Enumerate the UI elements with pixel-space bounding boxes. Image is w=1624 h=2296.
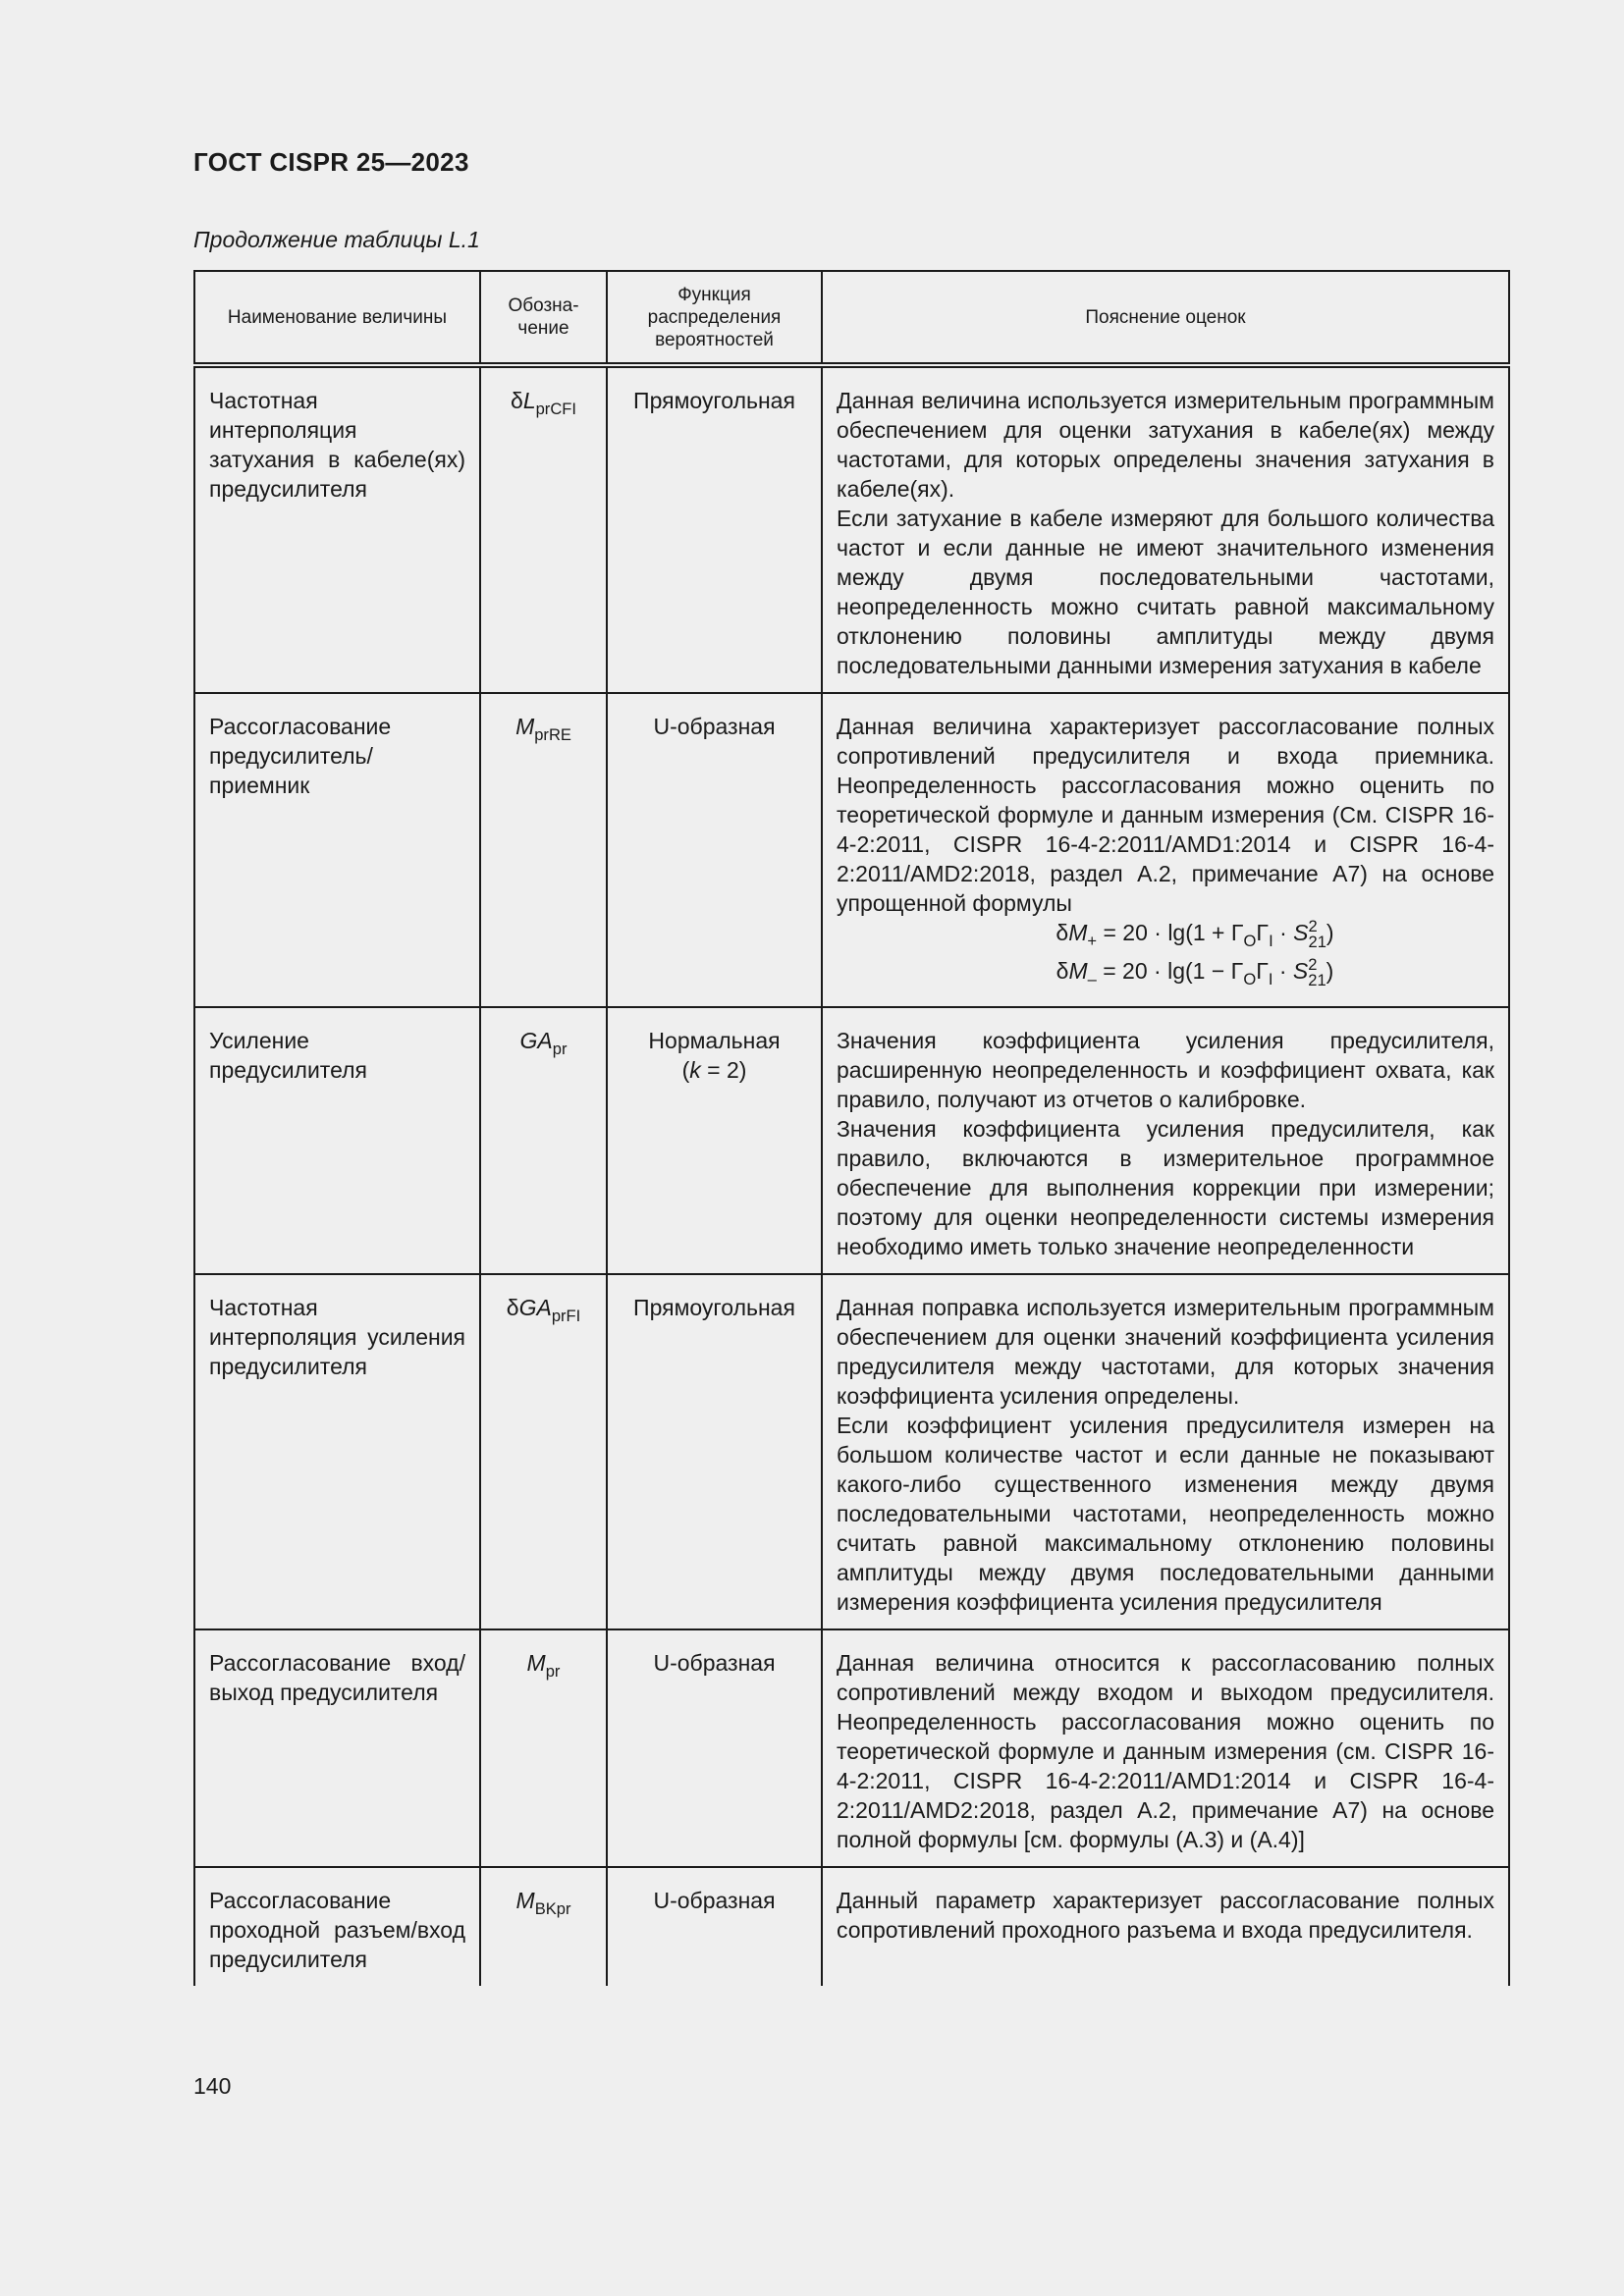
distribution-function: U-образная	[607, 1629, 822, 1867]
formula-part: Γ	[1256, 920, 1270, 945]
explanation	[822, 365, 1509, 693]
distribution-note-part: = 2)	[700, 1056, 747, 1083]
formula-part: 2	[1308, 917, 1318, 936]
formula-part: M	[1068, 920, 1088, 945]
header-explanation: Пояснение оценок	[822, 271, 1509, 365]
symbol-main: M	[526, 1649, 546, 1676]
page-number: 140	[193, 2073, 232, 2099]
explanation	[822, 1274, 1509, 1629]
formula-part: 21	[1308, 970, 1326, 989]
symbol-subscript: prCFI	[535, 399, 576, 418]
formula-part: O	[1243, 969, 1257, 988]
formula-part: ·	[1272, 920, 1294, 945]
formula-part: = 20 · lg(1 − Γ	[1096, 957, 1244, 984]
explanation-paragraph: Если затухание в кабеле измеряют для большого количества частот и если данные не имеют значительного изменения между двумя последовательными частотами, неопределенность можно считать равной максимальному отклонению половины амплитуды между двумя последовательными данными измерения затухания в кабеле	[837, 506, 1494, 678]
distribution-function	[607, 1007, 822, 1274]
explanation	[822, 1629, 1509, 1867]
formula-part: δ	[1056, 920, 1069, 945]
distribution-note-part: (	[681, 1056, 690, 1083]
table-caption: Продолжение таблицы L.1	[193, 227, 480, 252]
quantity-symbol	[480, 1629, 607, 1867]
symbol-subscript: BKpr	[534, 1898, 571, 1918]
header-distribution: Функция распределения вероятностей	[607, 271, 822, 365]
symbol-prefix: δ	[506, 1294, 519, 1320]
formula-part: I	[1269, 931, 1273, 950]
distribution-note-part: k	[689, 1056, 701, 1083]
table-row	[194, 1867, 1509, 1986]
symbol-prefix: δ	[511, 388, 523, 413]
explanation-paragraph: Данная величина относится к рассогласованию полных сопротивлений между входом и выходом предусилителя. Неопределенность рассогласования можно оценить по теоретической формуле и данным измерения (см. CISPR 16-4-2:2011, CISPR 16-4-2:2011/AMD1:2014 и CISPR 16-4-2:2011/AMD2:2018, раздел А.2, примечание А7) на основе полной формулы [см. формулы (А.3) и (А.4)]	[837, 1649, 1494, 1852]
explanation-paragraph: Если коэффициент усиления предусилителя измерен на большом количестве частот и если данные не показывают какого-либо существенного изменения между двумя последовательными частотами, неопределенность можно считать равной максимальному отклонению половины амплитуды между двумя последовательными данными измерения коэффициента усиления предусилителя	[837, 1412, 1494, 1615]
explanation	[822, 1007, 1509, 1274]
distribution-note	[622, 1055, 807, 1085]
symbol-subscript: prFI	[551, 1306, 581, 1325]
formula-supsub	[1309, 919, 1326, 949]
uncertainty-table	[193, 270, 1510, 1986]
quantity-name: Рассогласование вход/выход предусилителя	[194, 1629, 480, 1867]
formula-delta-m-plus	[895, 918, 1494, 956]
symbol-main: L	[522, 388, 536, 413]
formula-part: )	[1326, 920, 1334, 945]
explanation-paragraph: Данная величина характеризует рассогласование полных сопротивлений предусилителя и входа приемника. Неопределенность рассогласования можно оценить по теоретической формуле и данным измерения (См. CISPR 16-4-2:2011, CISPR 16-4-2:2011/AMD1:2014 и CISPR 16-4-2:2011/AMD2:2018, раздел А.2, примечание А7) на основе упрощенной формулы	[837, 714, 1494, 916]
explanation-paragraph: Данный параметр характеризует рассогласование полных сопротивлений проходного разъема и входа предусилителя.	[837, 1887, 1494, 1943]
explanation	[822, 1867, 1509, 1986]
distribution-function: U-образная	[607, 1867, 822, 1986]
quantity-symbol	[480, 693, 607, 1007]
symbol-main: GA	[519, 1027, 553, 1053]
formula-part: )	[1326, 957, 1334, 984]
quantity-name: Рассогласование предусилитель/приемник	[194, 693, 480, 1007]
distribution-name: Нормальная	[648, 1027, 781, 1053]
formula-part: Γ	[1256, 957, 1269, 984]
uncertainty-table-wrapper	[193, 270, 1508, 1986]
quantity-name: Частотная интерполяция усиления предусилителя	[194, 1274, 480, 1629]
formula-part: 21	[1308, 932, 1326, 951]
explanation	[822, 693, 1509, 1007]
table-row	[194, 1274, 1509, 1629]
quantity-symbol	[480, 1274, 607, 1629]
table-row	[194, 365, 1509, 693]
document-header: ГОСТ CISPR 25—2023	[193, 147, 469, 177]
formula-part: S	[1292, 957, 1309, 984]
table-row	[194, 1629, 1509, 1867]
formula-part: = 20 · lg(1 + Γ	[1097, 920, 1244, 945]
explanation-paragraph: Значения коэффициента усиления предусилителя, расширенную неопределенность и коэффициент охвата, как правило, получают из отчетов о калибровке.	[837, 1027, 1494, 1112]
header-quantity-name: Наименование величины	[194, 271, 480, 365]
explanation-paragraph: Данная величина используется измерительным программным обеспечением для оценки затухания в кабеле(ях) между частотами, для которых определены значения затухания в кабеле(ях).	[837, 388, 1494, 502]
formula-part: M	[1068, 957, 1088, 984]
formula-part: 2	[1308, 954, 1318, 974]
formula-delta-m-minus	[895, 956, 1494, 994]
header-symbol: Обозна-чение	[480, 271, 607, 365]
symbol-subscript: pr	[552, 1039, 568, 1058]
quantity-name: Рассогласование проходной разъем/вход предусилителя	[194, 1867, 480, 1986]
formula-part: –	[1087, 969, 1097, 988]
quantity-symbol	[480, 1007, 607, 1274]
symbol-main: M	[515, 1887, 535, 1913]
distribution-function: Прямоугольная	[607, 365, 822, 693]
formula-part: +	[1087, 931, 1098, 950]
formula-part: I	[1268, 969, 1273, 988]
quantity-symbol	[480, 365, 607, 693]
explanation-paragraph: Данная поправка используется измерительным программным обеспечением для оценки значений коэффициента усиления предусилителя между частотами, для которых значения коэффициента усиления определены.	[837, 1294, 1494, 1409]
table-row	[194, 1007, 1509, 1274]
table-row	[194, 693, 1509, 1007]
quantity-name: Частотная интерполяция затухания в кабеле(ях) предусилителя	[194, 365, 480, 693]
formula-part: δ	[1056, 957, 1069, 984]
formula-part: O	[1243, 931, 1257, 950]
explanation-paragraph: Значения коэффициента усиления предусилителя, как правило, включаются в измерительное программное обеспечение для выполнения коррекции при измерении; поэтому для оценки неопределенности системы измерения необходимо иметь только значение неопределенности	[837, 1115, 1494, 1259]
formula-part: S	[1293, 920, 1309, 945]
distribution-function: Прямоугольная	[607, 1274, 822, 1629]
quantity-name: Усиление предусилителя	[194, 1007, 480, 1274]
quantity-symbol	[480, 1867, 607, 1986]
formula-part: ·	[1272, 957, 1293, 984]
symbol-main: M	[515, 714, 535, 739]
symbol-subscript: pr	[545, 1661, 561, 1681]
formula-supsub	[1308, 954, 1326, 989]
symbol-subscript: prRE	[534, 724, 571, 744]
table-header-row	[194, 271, 1509, 365]
symbol-main: GA	[518, 1294, 552, 1320]
distribution-function: U-образная	[607, 693, 822, 1007]
